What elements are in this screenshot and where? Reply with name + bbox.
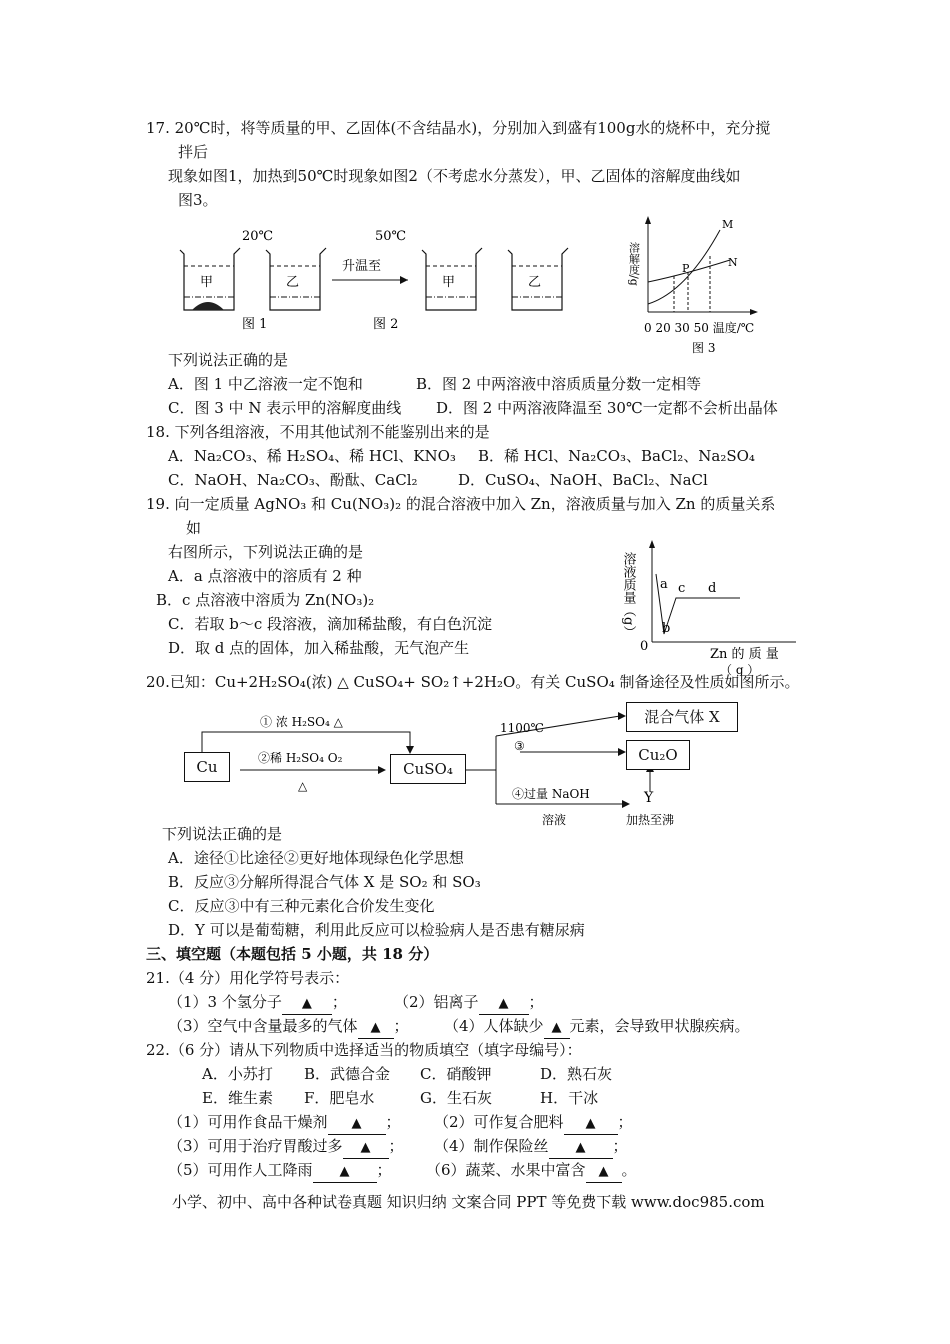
q22-s4-text: （4）制作保险丝	[434, 1137, 549, 1155]
beaker-jia-20	[180, 248, 240, 310]
q21-item-2: （2）铝离子 ▲ ；	[394, 992, 544, 1015]
q22-choice-f: F．肥皂水	[304, 1089, 375, 1107]
q17-line2: 拌后	[178, 143, 209, 161]
q17-line4: 图3。	[178, 191, 218, 209]
q19-line2: 如	[186, 519, 202, 537]
q17-option-c: C．图 3 中 N 表示甲的溶解度曲线	[168, 399, 402, 417]
q19-option-d: D．取 d 点的固体，加入稀盐酸，无气泡产生	[168, 639, 470, 657]
blank-triangle-icon: ▲	[339, 1164, 350, 1179]
q18-option-c: C．NaOH、Na₂CO₃、酚酞、CaCl₂	[168, 471, 418, 489]
answer-blank[interactable]	[586, 1160, 622, 1183]
q21-s4-text: （4）人体缺少	[444, 1017, 544, 1035]
q22-stem: 22.（6 分）请从下列物质中选择适当的物质填空（填字母编号）：	[146, 1041, 582, 1059]
q17-option-a: A．图 1 中乙溶液一定不饱和	[168, 375, 363, 393]
q17-stem: 下列说法正确的是	[168, 351, 289, 369]
node-gas-x: 混合气体 X	[626, 702, 738, 732]
route-4-label: ④过量 NaOH	[512, 787, 590, 801]
fig1-caption: 图 1	[242, 317, 268, 332]
reagent-y: Y	[644, 790, 654, 806]
q22-item-2: （2）可作复合肥料 ▲ ；	[434, 1112, 633, 1135]
route-1-label: ① 浓 H₂SO₄ △	[260, 715, 343, 729]
blank-triangle-icon: ▲	[301, 996, 312, 1011]
temp-1100: 1100℃	[500, 721, 544, 735]
curve-n-label: N	[728, 256, 738, 269]
blank-triangle-icon: ▲	[360, 1140, 371, 1155]
q22-item-1: （1）可用作食品干燥剂 ▲ ；	[168, 1112, 401, 1135]
q19-option-a: A．a 点溶液中的溶质有 2 种	[168, 567, 362, 585]
node-cuso4: CuSO₄	[390, 754, 466, 784]
solubility-chart	[626, 212, 766, 360]
answer-blank[interactable]	[479, 992, 529, 1015]
q17-option-b: B．图 2 中两溶液中溶质质量分数一定相等	[416, 375, 702, 393]
graph-x-unit: （ g ）	[720, 663, 760, 676]
q22-choice-e: E．维生素	[202, 1089, 273, 1107]
q20-line1: 20.已知：Cu+2H₂SO₄(浓) △ CuSO₄+ SO₂↑+2H₂O。有关 CuSO₄ 制备途径及性质如图所示。	[146, 673, 800, 691]
q22-choice-a: A．小苏打	[202, 1065, 273, 1083]
q22-s5-text: （5）可用作人工降雨	[168, 1161, 313, 1179]
q21-item-4	[444, 1016, 750, 1039]
route-2-heat: △	[298, 779, 308, 793]
answer-blank[interactable]	[328, 1112, 386, 1135]
answer-blank[interactable]	[313, 1160, 377, 1183]
q22-s1-text: （1）可用作食品干燥剂	[168, 1113, 328, 1131]
blank-triangle-icon: ▲	[370, 1020, 381, 1035]
temp-20-label: 20℃	[242, 229, 274, 244]
q18-stem: 18. 下列各组溶液，不用其他试剂不能鉴别出来的是	[146, 423, 490, 441]
q20-stem: 下列说法正确的是	[162, 825, 283, 843]
q22-item-6: （6）蔬菜、水果中富含 ▲ 。	[426, 1160, 637, 1183]
answer-blank[interactable]	[343, 1136, 389, 1159]
q20-option-c: C．反应③中有三种元素化合价发生变化	[168, 897, 435, 915]
curve-m-label: M	[722, 218, 734, 231]
section-3-heading: 三、填空题（本题包括 5 小题，共 18 分）	[146, 945, 439, 963]
q17-line1: 17. 20℃时，将等质量的甲、乙固体(不含结晶水)，分别加入到盛有100g水的烧杯中，充分搅	[146, 119, 771, 137]
q20-option-a: A．途径①比途径②更好地体现绿色化学思想	[168, 849, 464, 867]
answer-blank[interactable]	[544, 1016, 570, 1039]
blank-triangle-icon: ▲	[551, 1020, 562, 1035]
q22-item-3: （3）可用于治疗胃酸过多 ▲ ；	[168, 1136, 404, 1159]
beaker-yi-20	[266, 248, 326, 310]
graph-x-label: Zn 的 质 量	[710, 647, 779, 662]
beaker-jia-50	[422, 248, 482, 310]
point-d: d	[708, 581, 717, 596]
q22-choice-h: H．干冰	[540, 1089, 599, 1107]
q22-item-5: （5）可用作人工降雨 ▲ ；	[168, 1160, 392, 1183]
answer-blank[interactable]	[358, 1016, 394, 1039]
q22-item-4: （4）制作保险丝 ▲ ；	[434, 1136, 628, 1159]
q22-choice-b: B．武德合金	[304, 1065, 391, 1083]
q18-option-d: D．CuSO₄、NaOH、BaCl₂、NaCl	[458, 471, 708, 489]
fig2-caption: 图 2	[373, 317, 399, 332]
q21-item-1: （1）3 个氢分子 ▲ ；	[168, 992, 347, 1015]
q21-s3-text: （3）空气中含量最多的气体	[168, 1017, 358, 1035]
blank-triangle-icon: ▲	[598, 1164, 609, 1179]
solution-mass-graph	[620, 536, 810, 676]
blank-triangle-icon: ▲	[575, 1140, 586, 1155]
fig3-caption: 图 3	[692, 341, 716, 355]
q19-line1: 19. 向一定质量 AgNO₃ 和 Cu(NO₃)₂ 的混合溶液中加入 Zn，溶液质量与加入 Zn 的质量关系	[146, 495, 776, 513]
point-c: c	[678, 581, 686, 596]
answer-blank[interactable]	[282, 992, 332, 1015]
q20-option-d: D．Y 可以是葡萄糖，利用此反应可以检验病人是否患有糖尿病	[168, 921, 585, 939]
q22-choice-g: G．生石灰	[420, 1089, 492, 1107]
q22-s6-text: （6）蔬菜、水果中富含	[426, 1161, 586, 1179]
q19-option-b: B．c 点溶液中溶质为 Zn(NO₃)₂	[156, 591, 375, 609]
q22-s2-text: （2）可作复合肥料	[434, 1113, 564, 1131]
q21-s1-text: （1）3 个氢分子	[168, 993, 282, 1011]
temp-50-label: 50℃	[375, 229, 407, 244]
q21-item-3: （3）空气中含量最多的气体 ▲ ；	[168, 1016, 409, 1039]
node-cu: Cu	[184, 752, 230, 782]
beaker-label-jia: 甲	[200, 275, 214, 290]
q19-line3: 右图所示，下列说法正确的是	[168, 543, 364, 561]
point-p-label: P	[682, 262, 690, 275]
x-axis-ticks: 0 20 30 50 温度/℃	[644, 321, 755, 335]
q18-option-b: B．稀 HCl、Na₂CO₃、BaCl₂、Na₂SO₄	[478, 447, 755, 465]
beaker-yi-50	[508, 248, 568, 310]
route-2-label: ②稀 H₂SO₄ O₂	[258, 751, 343, 765]
heat-arrow-label: 升温至	[342, 259, 382, 274]
graph-origin: 0	[640, 639, 649, 654]
q21-s2-text: （2）铝离子	[394, 993, 479, 1011]
beaker-figure	[170, 222, 610, 342]
q19-option-c: C．若取 b～c 段溶液，滴加稀盐酸，有白色沉淀	[168, 615, 493, 633]
q22-s3-text: （3）可用于治疗胃酸过多	[168, 1137, 343, 1155]
blank-triangle-icon: ▲	[585, 1116, 596, 1131]
heat-boil-label: 加热至沸	[626, 813, 675, 827]
q17-option-d: D．图 2 中两溶液降温至 30℃一定都不会析出晶体	[436, 399, 778, 417]
solubility-axis-label: 溶解度/g	[627, 242, 641, 286]
q17-line3: 现象如图1，加热到50℃时现象如图2（不考虑水分蒸发），甲、乙固体的溶解度曲线如	[168, 167, 741, 185]
answer-blank[interactable]	[549, 1136, 613, 1159]
graph-y-label: 溶液质量（g）	[620, 552, 636, 639]
beaker-label-jia: 甲	[442, 275, 456, 290]
q18-option-a: A．Na₂CO₃、稀 H₂SO₄、稀 HCl、KNO₃	[168, 447, 456, 465]
answer-blank[interactable]	[564, 1112, 618, 1135]
q21-stem: 21.（4 分）用化学符号表示：	[146, 969, 350, 987]
arrow-right-icon	[400, 276, 408, 284]
blank-triangle-icon: ▲	[498, 996, 509, 1011]
page-footer: 小学、初中、高中各种试卷真题 知识归纳 文案合同 PPT 等免费下载 www.doc985.com	[172, 1193, 765, 1211]
q20-option-b: B．反应③分解所得混合气体 X 是 SO₂ 和 SO₃	[168, 873, 481, 891]
blank-triangle-icon: ▲	[351, 1116, 362, 1131]
node-cu2o: Cu₂O	[626, 740, 690, 770]
q22-choice-d: D．熟石灰	[540, 1065, 613, 1083]
route-4-sub: 溶液	[542, 813, 567, 827]
beaker-label-yi: 乙	[286, 275, 300, 290]
q21-s4b-text: 元素，会导致甲状腺疾病。	[569, 1017, 750, 1035]
point-a: a	[660, 577, 668, 592]
q22-choice-c: C．硝酸钾	[420, 1065, 492, 1083]
beaker-label-yi: 乙	[528, 275, 542, 290]
point-b: b	[662, 621, 671, 636]
route-3-label: ③	[514, 739, 525, 753]
